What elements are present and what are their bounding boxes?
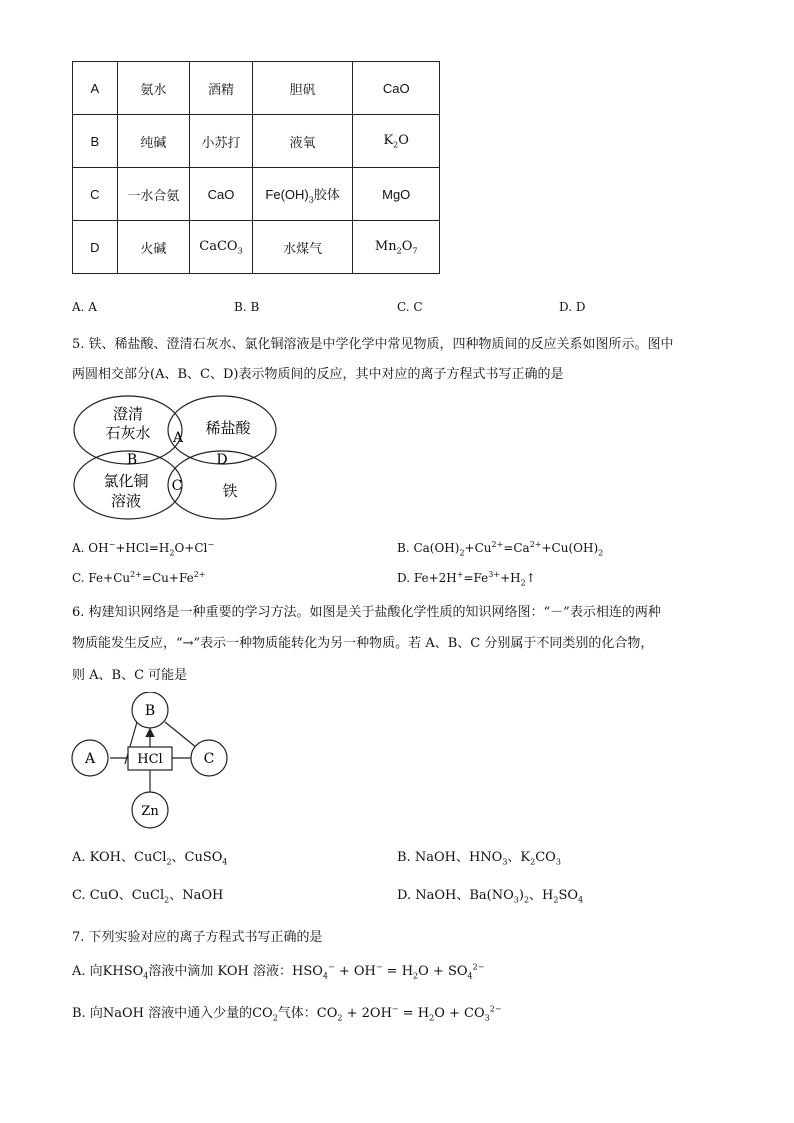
superscript: − bbox=[207, 540, 215, 549]
q7-stem: 7. 下列实验对应的离子方程式书写正确的是 bbox=[72, 930, 323, 945]
formula-part: O bbox=[398, 132, 409, 148]
row-label: D bbox=[73, 221, 118, 274]
formula-subscript: 3 bbox=[308, 195, 314, 205]
q4-table bbox=[72, 61, 440, 274]
text: CO bbox=[535, 850, 556, 865]
text: =Ca bbox=[503, 541, 530, 555]
node-c-label: C bbox=[203, 751, 215, 767]
subscript: 4 bbox=[467, 971, 473, 981]
subscript: 3 bbox=[484, 1013, 490, 1023]
superscript: + bbox=[456, 570, 464, 579]
text: O + CO bbox=[434, 1006, 485, 1021]
text: +Cu(OH) bbox=[541, 541, 599, 555]
table-row bbox=[73, 221, 440, 274]
table-cell-formula bbox=[353, 115, 440, 168]
table-row bbox=[73, 168, 440, 221]
formula-subscript: 7 bbox=[412, 246, 418, 256]
text: 、NaOH bbox=[169, 888, 224, 903]
formula-part: CaCO bbox=[199, 238, 238, 254]
subscript: 2 bbox=[164, 895, 170, 905]
formula-subscript: 3 bbox=[237, 246, 243, 256]
text: 溶液中滴加 KOH 溶液：HSO bbox=[148, 964, 323, 979]
table-row bbox=[73, 115, 440, 168]
text: = H bbox=[398, 1006, 430, 1021]
region-a: A bbox=[172, 430, 184, 446]
region-d: D bbox=[216, 452, 228, 468]
subscript: 2 bbox=[413, 971, 419, 981]
text: A. 向KHSO bbox=[72, 964, 144, 979]
table-cell: CaO bbox=[190, 168, 253, 221]
text: 、K bbox=[507, 850, 531, 865]
table-cell: 胆矾 bbox=[252, 62, 353, 115]
q4-option-d[interactable]: D. D bbox=[559, 300, 586, 314]
subscript: 2 bbox=[429, 1013, 435, 1023]
q7-option-b[interactable] bbox=[72, 1002, 502, 1023]
superscript: − bbox=[327, 962, 335, 972]
subscript: 2 bbox=[523, 895, 530, 905]
text: 、H bbox=[529, 888, 554, 903]
superscript: 2+ bbox=[529, 540, 542, 549]
text: =Fe bbox=[463, 571, 489, 585]
label-hydrochloric-acid: 稀盐酸 bbox=[205, 419, 251, 437]
text: 气体：CO bbox=[277, 1006, 338, 1021]
superscript: 2+ bbox=[491, 540, 504, 549]
superscript: 2− bbox=[489, 1004, 502, 1014]
q6-stem-line2: 物质能发生反应，“→”表示一种物质能转化为另一种物质。若 A、B、C 分别属于不同类别的化合物， bbox=[72, 636, 654, 651]
subscript: 3 bbox=[555, 857, 561, 867]
q5-option-b[interactable] bbox=[397, 540, 603, 557]
q5-option-d[interactable] bbox=[397, 570, 536, 587]
table-cell: CaO bbox=[353, 62, 440, 115]
text: +Cu bbox=[464, 541, 492, 555]
q7-option-a[interactable] bbox=[72, 960, 484, 981]
subscript: 2 bbox=[272, 1013, 278, 1023]
superscript: 2+ bbox=[193, 570, 206, 579]
text: +HCl=H bbox=[115, 541, 170, 555]
text: C. Fe+Cu bbox=[72, 571, 131, 585]
text: 、CuSO bbox=[171, 850, 223, 865]
q6-option-a[interactable] bbox=[72, 846, 228, 867]
row-label: C bbox=[73, 168, 118, 221]
text: O + SO bbox=[418, 964, 468, 979]
subscript: 2 bbox=[553, 895, 559, 905]
table-row bbox=[73, 62, 440, 115]
q5-option-c[interactable] bbox=[72, 570, 206, 585]
text: O+Cl bbox=[174, 541, 208, 555]
label-iron: 铁 bbox=[222, 482, 238, 500]
subscript: 4 bbox=[578, 895, 584, 905]
table-cell: MgO bbox=[353, 168, 440, 221]
subscript: 2 bbox=[166, 857, 172, 867]
formula-part: K bbox=[383, 132, 394, 148]
region-c: C bbox=[171, 478, 183, 494]
subscript: 2 bbox=[598, 548, 604, 558]
table-cell: 氨水 bbox=[117, 62, 189, 115]
link-b-c bbox=[165, 722, 197, 748]
node-b-label: B bbox=[144, 703, 156, 719]
knowledge-network-diagram bbox=[70, 692, 235, 832]
subscript: 2 bbox=[169, 548, 175, 558]
text: SO bbox=[558, 888, 579, 903]
table-cell-formula bbox=[252, 168, 353, 221]
q6-option-d[interactable] bbox=[397, 884, 583, 905]
subscript: 3 bbox=[502, 857, 508, 867]
text: ↑ bbox=[525, 571, 536, 585]
subscript: 2 bbox=[520, 578, 526, 588]
subscript: 4 bbox=[322, 971, 328, 981]
formula-part: Fe(OH) bbox=[265, 186, 309, 202]
text: C. CuO、CuCl bbox=[72, 888, 165, 903]
subscript: 2 bbox=[530, 857, 536, 867]
formula-part: 胶体 bbox=[313, 187, 340, 203]
table-cell-formula bbox=[190, 221, 253, 274]
subscript: 4 bbox=[143, 971, 149, 981]
table-cell: 液氧 bbox=[252, 115, 353, 168]
text: A. OH bbox=[72, 541, 109, 555]
table-cell: 纯碱 bbox=[117, 115, 189, 168]
table-cell: 一水合氨 bbox=[117, 168, 189, 221]
superscript: 2− bbox=[472, 962, 485, 972]
region-b: B bbox=[126, 452, 138, 468]
text: A. KOH、CuCl bbox=[72, 850, 167, 865]
q6-option-c[interactable] bbox=[72, 884, 223, 905]
text: =Cu+Fe bbox=[141, 571, 194, 585]
table-cell: 小苏打 bbox=[190, 115, 253, 168]
superscript: 2+ bbox=[130, 570, 142, 579]
formula-subscript: 2 bbox=[396, 246, 402, 256]
text: + OH bbox=[334, 964, 376, 979]
text: ) bbox=[518, 888, 524, 903]
text: D. Fe+2H bbox=[397, 571, 457, 585]
superscript: − bbox=[391, 1004, 399, 1014]
table-cell: 水煤气 bbox=[252, 221, 353, 274]
table-cell-formula bbox=[353, 221, 440, 274]
formula-subscript: 2 bbox=[393, 140, 399, 150]
formula-part: O bbox=[401, 238, 413, 254]
text: = H bbox=[382, 964, 414, 979]
q4-option-b[interactable]: B. B bbox=[234, 300, 260, 314]
text: D. NaOH、Ba(NO bbox=[397, 888, 514, 903]
label-copper-chloride-1: 氯化铜 bbox=[103, 472, 149, 490]
text: + 2OH bbox=[342, 1006, 392, 1021]
node-a-label: A bbox=[84, 751, 96, 767]
label-limewater-1: 澄清 bbox=[112, 405, 144, 423]
text: B. Ca(OH) bbox=[397, 541, 460, 555]
q6-stem-line3: 则 A、B、C 可能是 bbox=[72, 668, 188, 683]
subscript: 3 bbox=[513, 895, 519, 905]
subscript: 2 bbox=[459, 548, 465, 558]
subscript: 2 bbox=[337, 1013, 343, 1023]
row-label: B bbox=[73, 115, 118, 168]
formula-part: Mn bbox=[374, 238, 397, 254]
node-zn-label: Zn bbox=[141, 804, 159, 819]
node-hcl-label: HCl bbox=[137, 752, 163, 767]
table-cell: 酒精 bbox=[190, 62, 253, 115]
superscript: − bbox=[108, 540, 116, 549]
venn-diagram bbox=[70, 393, 282, 525]
label-limewater-2: 石灰水 bbox=[105, 424, 151, 442]
q4-option-c[interactable]: C. C bbox=[397, 300, 423, 314]
table-cell: 火碱 bbox=[117, 221, 189, 274]
superscript: − bbox=[375, 962, 383, 972]
q4-option-a[interactable]: A. A bbox=[72, 300, 97, 314]
row-label: A bbox=[73, 62, 118, 115]
q6-stem-line1: 6. 构建知识网络是一种重要的学习方法。如图是关于盐酸化学性质的知识网络图：“－”表示相连的两种 bbox=[72, 605, 661, 620]
text: B. 向NaOH 溶液中通入少量的CO bbox=[72, 1006, 273, 1021]
text: +H bbox=[500, 571, 521, 585]
q5-stem-line1: 5. 铁、稀盐酸、澄清石灰水、氯化铜溶液是中学化学中常见物质，四种物质间的反应关系如图所示。图中 bbox=[72, 337, 674, 352]
q6-option-b[interactable] bbox=[397, 846, 561, 867]
text: B. NaOH、HNO bbox=[397, 850, 503, 865]
subscript: 4 bbox=[222, 857, 228, 867]
q5-option-a[interactable] bbox=[72, 540, 214, 557]
q5-stem-line2: 两圆相交部分(A、B、C、D)表示物质间的反应，其中对应的离子方程式书写正确的是 bbox=[72, 367, 564, 382]
label-copper-chloride-2: 溶液 bbox=[110, 492, 142, 510]
superscript: 3+ bbox=[488, 570, 501, 579]
